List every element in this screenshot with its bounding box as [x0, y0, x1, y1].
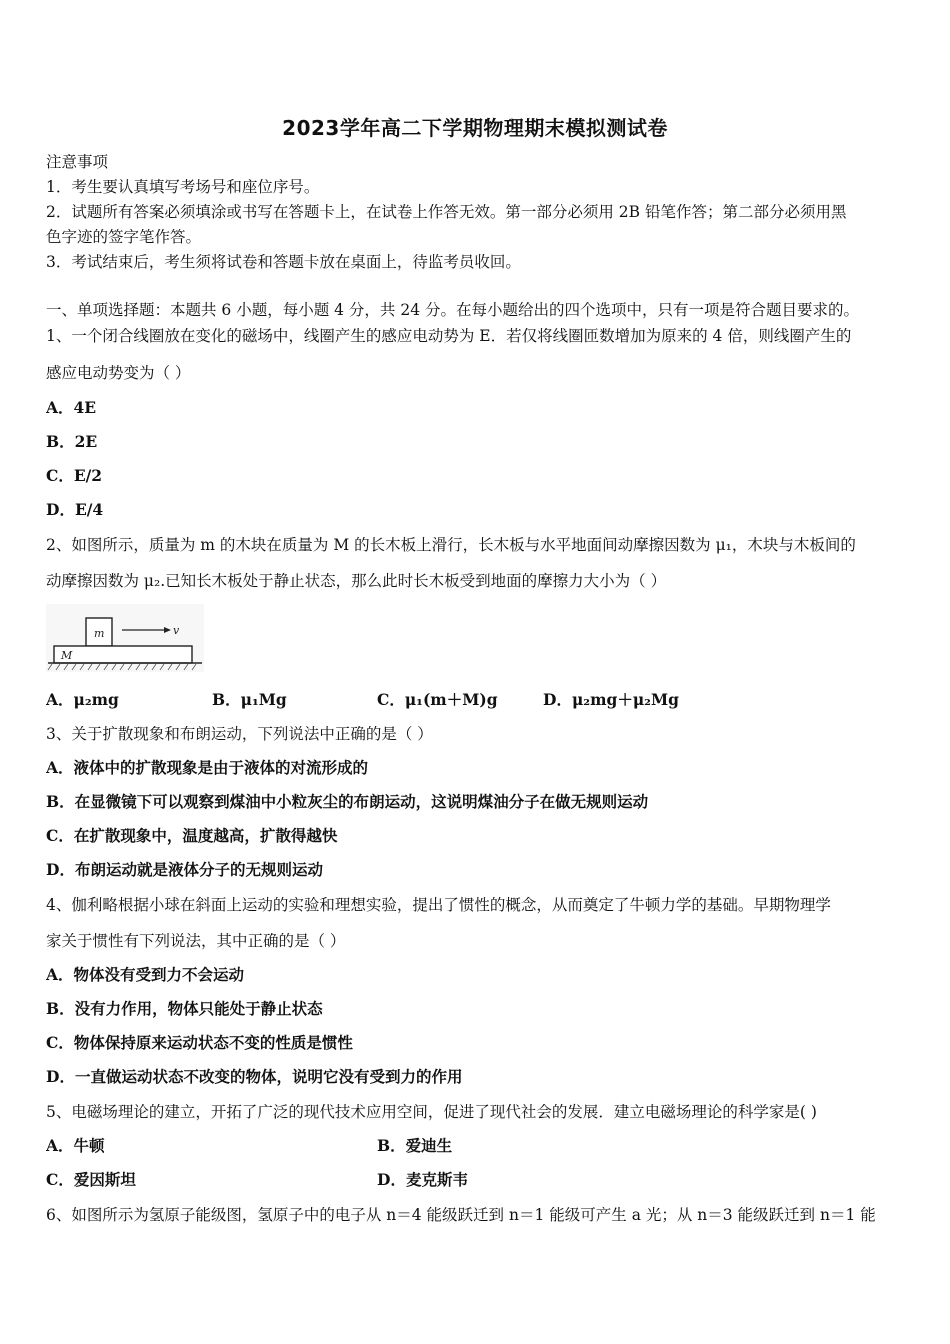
q2-stem-line2: 动摩擦因数为 μ₂.已知长木板处于静止状态，那么此时长木板受到地面的摩擦力大小为（ ）	[46, 572, 667, 590]
q5-option-a: A．牛顿	[46, 1136, 105, 1155]
q1-option-a: A．4E	[46, 398, 97, 417]
q4-option-b: B．没有力作用，物体只能处于静止状态	[46, 999, 323, 1018]
q2-stem-line1: 2、如图所示，质量为 m 的木块在质量为 M 的长木板上滑行，长木板与水平地面间动摩擦因数为 μ₁，木块与木板间的	[46, 536, 856, 554]
q5-option-b: B．爱迪生	[377, 1136, 453, 1155]
q3-option-b: B．在显微镜下可以观察到煤油中小粒灰尘的布朗运动，这说明煤油分子在做无规则运动	[46, 792, 649, 811]
q4-stem-line2: 家关于惯性有下列说法，其中正确的是（ ）	[46, 932, 346, 950]
q4-option-c: C．物体保持原来运动状态不变的性质是惯性	[46, 1033, 353, 1052]
q5-option-c: C．爱因斯坦	[46, 1170, 136, 1189]
q2-option-d: D．μ₂mg＋μ₂Mg	[543, 690, 679, 709]
q1-option-d: D．E/4	[46, 500, 104, 519]
section-heading: 一、单项选择题：本题共 6 小题，每小题 4 分，共 24 分。在每小题给出的四个选项中，只有一项是符合题目要求的。	[46, 301, 860, 319]
q1-stem-line1: 1、一个闭合线圈放在变化的磁场中，线圈产生的感应电动势为 E．若仅将线圈匝数增加为原来的 4 倍，则线圈产生的	[46, 327, 852, 345]
q5-options-row1	[46, 1136, 908, 1156]
q3-option-a: A．液体中的扩散现象是由于液体的对流形成的	[46, 758, 369, 777]
q1-option-b: B．2E	[46, 432, 98, 451]
notice-item: 色字迹的签字笔作答。	[46, 228, 202, 246]
notice-item: 3．考试结束后，考生须将试卷和答题卡放在桌面上，待监考员收回。	[46, 253, 521, 271]
q5-stem: 5、电磁场理论的建立，开拓了广泛的现代技术应用空间，促进了现代社会的发展．建立电磁场理论的科学家是( )	[46, 1103, 817, 1121]
page-title: 2023学年高二下学期物理期末模拟测试卷	[282, 116, 668, 140]
q2-figure	[46, 604, 204, 672]
q3-option-d: D．布朗运动就是液体分子的无规则运动	[46, 860, 323, 879]
q5-options-row2	[46, 1170, 908, 1190]
q4-option-d: D．一直做运动状态不改变的物体，说明它没有受到力的作用	[46, 1067, 463, 1086]
velocity-label: v	[173, 624, 180, 637]
q6-stem-line1: 6、如图所示为氢原子能级图，氢原子中的电子从 n＝4 能级跃迁到 n＝1 能级可产生 a 光；从 n＝3 能级跃迁到 n＝1 能	[46, 1206, 876, 1224]
q4-option-a: A．物体没有受到力不会运动	[46, 965, 245, 984]
q1-option-c: C．E/2	[46, 466, 103, 485]
q3-option-c: C．在扩散现象中，温度越高，扩散得越快	[46, 826, 338, 845]
board-M	[54, 646, 192, 663]
board-M-label: M	[61, 649, 73, 662]
q3-stem: 3、关于扩散现象和布朗运动，下列说法中正确的是（ ）	[46, 725, 433, 743]
q2-option-c: C．μ₁(m＋M)g	[377, 690, 498, 709]
q5-option-d: D．麦克斯韦	[377, 1170, 468, 1189]
notice-item: 1．考生要认真填写考场号和座位序号。	[46, 178, 320, 196]
q2-option-b: B．μ₁Mg	[212, 690, 287, 709]
q4-stem-line1: 4、伽利略根据小球在斜面上运动的实验和理想实验，提出了惯性的概念，从而奠定了牛顿力学的基础。早期物理学	[46, 896, 831, 914]
block-m-label: m	[94, 627, 105, 640]
q1-stem-line2: 感应电动势变为（ ）	[46, 364, 191, 382]
q2-option-a: A．μ₂mg	[46, 690, 119, 709]
q2-options-row	[46, 690, 908, 710]
notice-heading: 注意事项	[46, 153, 109, 171]
notice-item: 2．试题所有答案必须填涂或书写在答题卡上，在试卷上作答无效。第一部分必须用 2B 铅笔作答；第二部分必须用黑	[46, 203, 847, 221]
